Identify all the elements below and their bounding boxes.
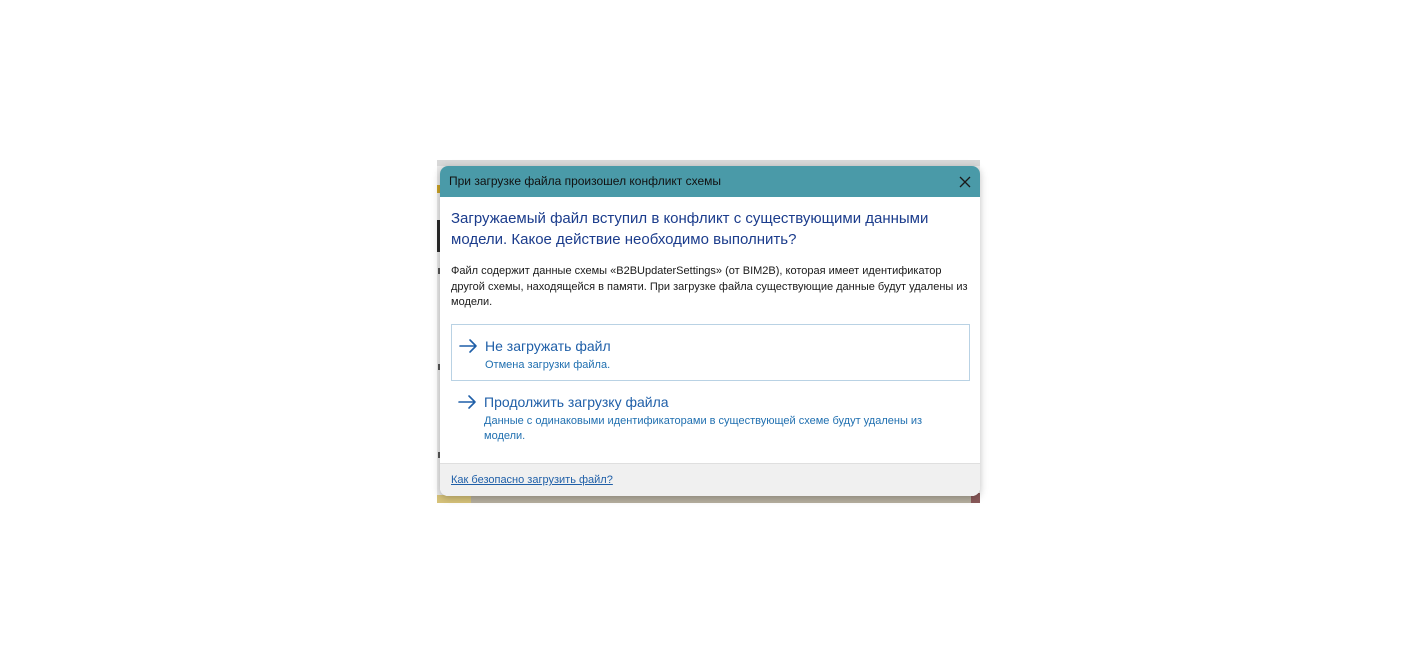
main-instruction: Загружаемый файл вступил в конфликт с существующими данными модели. Какое действие необходимо выполнить?	[451, 210, 929, 248]
close-button[interactable]	[950, 166, 980, 197]
command-link-dont-load[interactable]	[451, 324, 970, 381]
dialog-content	[451, 208, 971, 311]
close-icon	[959, 176, 971, 188]
dialog-title: При загрузке файла произошел конфликт схемы	[449, 174, 722, 188]
help-link[interactable]: Как безопасно загрузить файл?	[451, 474, 613, 486]
command-title: Продолжить загрузку файла	[484, 394, 669, 410]
schema-conflict-dialog	[440, 166, 980, 496]
arrow-right-icon	[459, 338, 479, 354]
command-link-continue-load[interactable]	[451, 381, 970, 449]
command-description: Отмена загрузки файла.	[485, 359, 611, 371]
arrow-right-icon	[458, 394, 478, 410]
command-description: Данные с одинаковыми идентификаторами в существующей схеме будут удалены из модели.	[484, 415, 923, 442]
dialog-titlebar[interactable]	[440, 166, 980, 197]
command-title: Не загружать файл	[485, 338, 611, 354]
dialog-footer	[440, 463, 980, 496]
background-status-left	[437, 495, 471, 503]
content-text: Файл содержит данные схемы «B2BUpdaterSettings» (от BIM2B), которая имеет идентификатор другой схемы, находящейся в памяти. При загрузке файла существующие данные будут удалены из модели.	[451, 265, 968, 308]
background-status-strip	[437, 495, 980, 503]
